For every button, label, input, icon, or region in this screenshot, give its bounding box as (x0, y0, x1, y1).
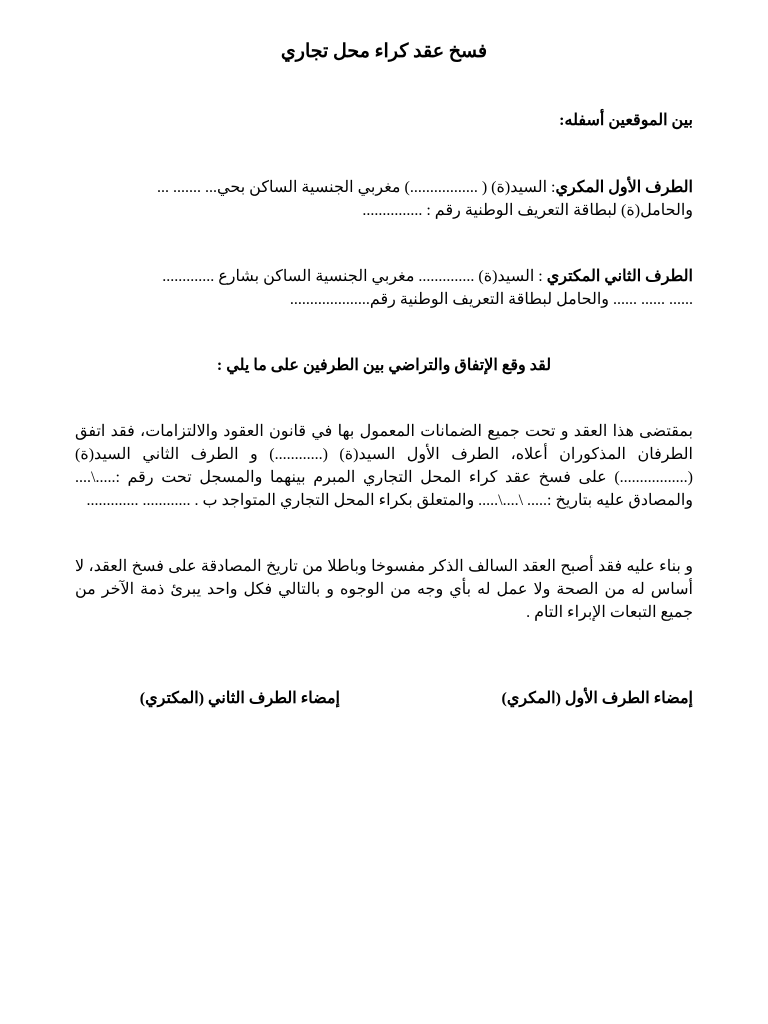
second-party-id-line: ...... ...... ...... والحامل لبطاقة التعريف الوطنية رقم.................... (289, 291, 693, 308)
first-party-id-line: والحامل(ة) لبطاقة التعريف الوطنية رقم : ............... (362, 202, 693, 219)
agreement-heading: لقد وقع الإتفاق والتراضي بين الطرفين على ما يلي : (216, 357, 552, 374)
second-party-signature-label: إمضاء الطرف الثاني (المكتري) (139, 690, 340, 707)
first-party-block (73, 176, 693, 222)
first-party-line-1 (73, 176, 693, 199)
first-party-details: : السيد(ة) ( .................) مغربي الجنسية الساكن بحي... ....... ... (157, 179, 556, 196)
first-party-label: الطرف الأول المكري (555, 179, 693, 196)
termination-paragraph: بمقتضى هذا العقد و تحت جميع الضمانات المعمول بها في قانون العقود والالتزامات، فقد اتفق الطرفان المذكوران أعلاه، الطرف الأول السيد(ة) (............) و الطرف الثاني السيد(ة) (.................) على فسخ عقد كراء المحل التجاري المبرم بينهما والمسجل تحت رقم :.....\.... والمصادق عليه بتاريخ :..... \....\..... والمتعلق بكراء المحل التجاري المتواجد ب . ............ ............. (75, 423, 693, 509)
second-party-line-1 (73, 265, 693, 288)
first-party-signature-label: إمضاء الطرف الأول (المكري) (501, 690, 693, 707)
second-party-label: الطرف الثاني المكتري (546, 268, 693, 285)
second-party-details: : السيد(ة) .............. مغربي الجنسية الساكن بشارع ............. (162, 268, 547, 285)
document-title: فسخ عقد كراء محل تجاري (280, 41, 488, 62)
consequence-paragraph: و بناء عليه فقد أصبح العقد السالف الذكر مفسوخا وباطلا من تاريخ المصادقة على فسخ العقد، لا أساس له من الصحة ولا عمل له بأي وجه من الوجوه و بالتالي فكل واحد يبرئ ذمة الآخر من جميع التبعات الإبراء التام . (75, 558, 693, 621)
second-party-block (73, 265, 693, 311)
between-signatories-heading: بين الموقعين أسفله: (559, 112, 693, 129)
